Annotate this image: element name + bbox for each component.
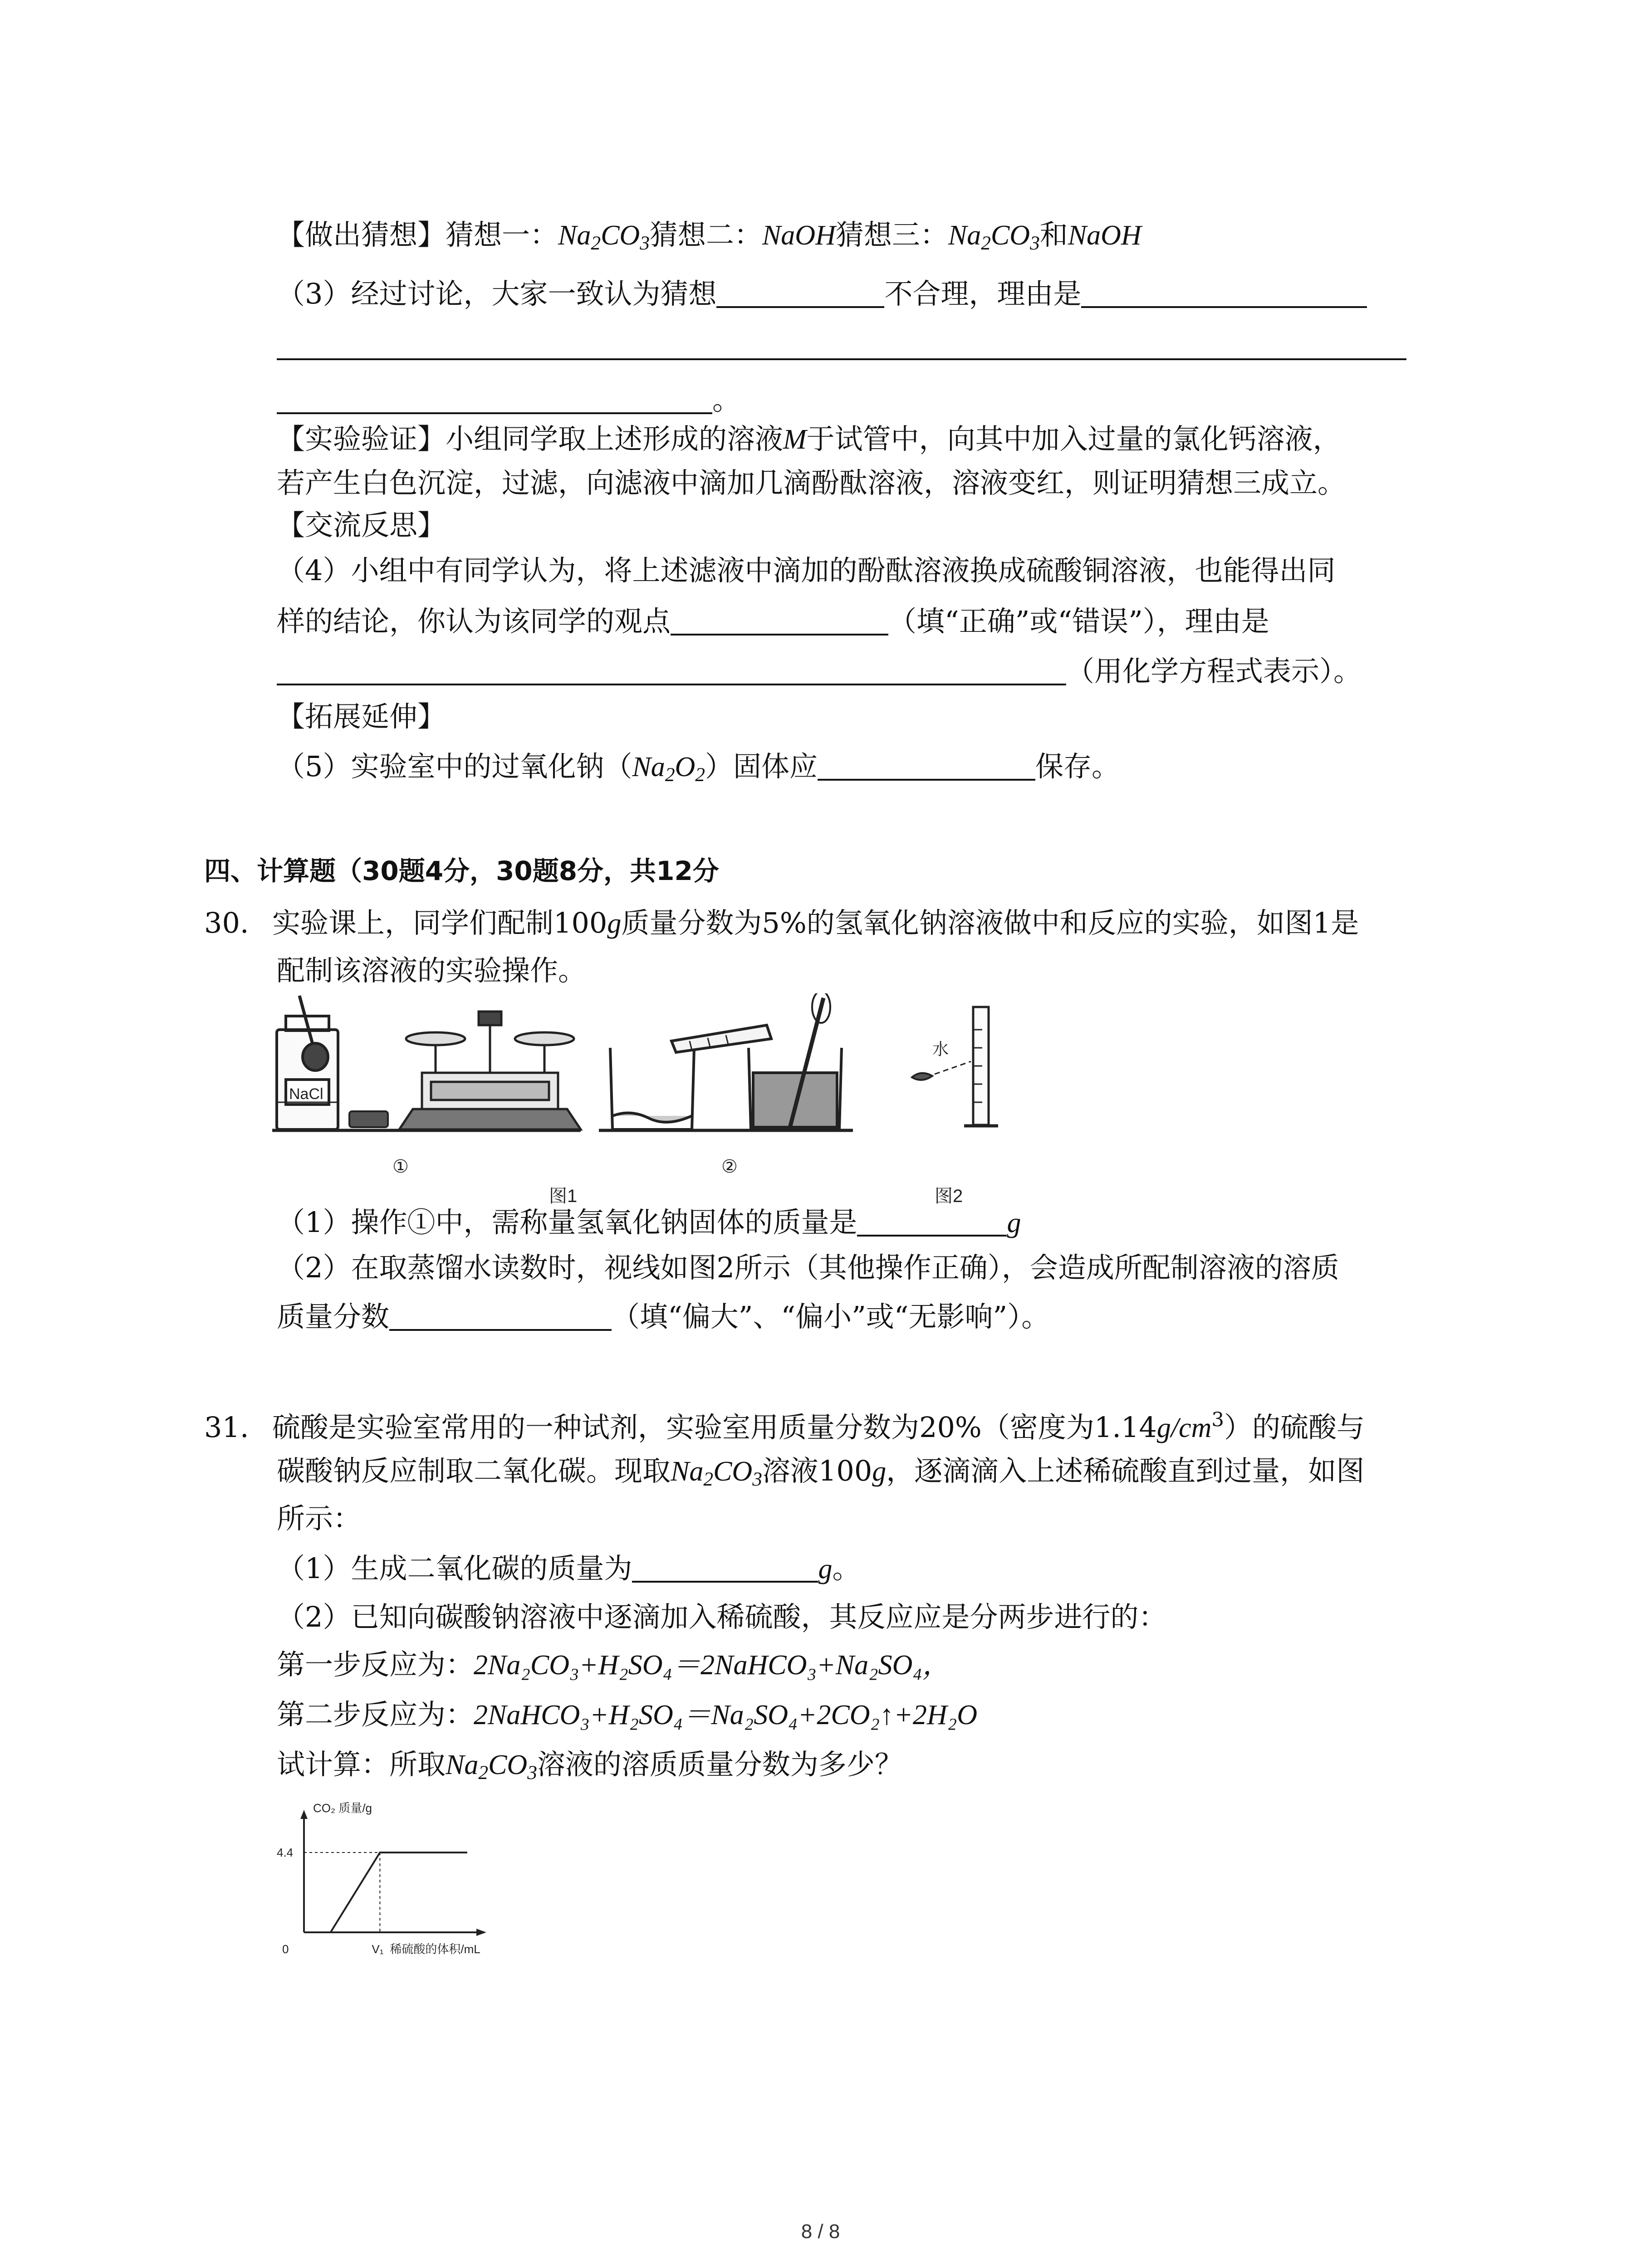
figure-2-caption: 图2 <box>935 1186 963 1206</box>
lab-figure <box>272 993 1089 1207</box>
q30-part-1: （1）操作①中，需称量氢氧化钠固体的质量是 g <box>277 1206 1021 1239</box>
section-4-heading: 四、计算题（30题4分，30题8分，共12分 <box>204 855 719 886</box>
water-label: 水 <box>932 1040 949 1058</box>
chart-y-axis-label: CO₂ 质量/g <box>313 1801 372 1815</box>
figure-1-caption: 图1 <box>549 1186 578 1206</box>
q31-part-1: （1）生成二氧化碳的质量为 g。 <box>277 1552 861 1585</box>
q30-part-2-line-1: （2）在取蒸馏水读数时，视线如图2所示（其他操作正确），会造成所配制溶液的溶质 <box>277 1251 1339 1284</box>
reflect-line-3: （用化学方程式表示）。 <box>277 653 1362 689</box>
co2-chart <box>272 1796 544 1973</box>
weigh-paper <box>349 1111 388 1127</box>
reflect-line-2: 样的结论，你认为该同学的观点 （填“正确”或“错误”），理由是 <box>277 605 1269 638</box>
q30-line-2: 配制该溶液的实验操作。 <box>277 954 587 987</box>
beaker-pouring <box>610 1025 771 1129</box>
q31-step-2: 第二步反应为：2NaHCO₃+H₂SO₄＝Na₂SO₄+2CO₂↑+2H₂O <box>277 1698 978 1731</box>
page-number: 8 / 8 <box>801 2220 840 2243</box>
q31-ask: 试计算：所取$Na_2CO_3$溶液的溶质质量分数为多少？ <box>277 1748 903 1784</box>
chart-y-arrow <box>300 1810 308 1819</box>
q31-line-2: 碳酸钠反应制取二氧化碳。现取$Na_2CO_3$溶液100g，逐滴滴入上述稀硫酸直到过量，如图 <box>277 1454 1365 1490</box>
extend-line: （5）实验室中的过氧化钠$(Na_2O_2)$固体应 保存。 <box>277 750 1120 786</box>
chart-x-axis-label: 稀硫酸的体积/mL <box>390 1942 480 1956</box>
answer-blank[interactable] <box>277 655 1066 685</box>
q30-line-1: 30. 实验课上，同学们配制100g质量分数为5%的氢氧化钠溶液做中和反应的实验，如图1是 <box>204 906 1359 939</box>
guess-line: 【做出猜想】猜想一：$Na_2CO_3$猜想二：NaOH猜想三：$Na_2CO_3$和NaOH <box>277 218 1141 254</box>
reflect-line-1: （4）小组中有同学认为，将上述滤液中滴加的酚酞溶液换成硫酸铜溶液，也能得出同 <box>277 554 1336 587</box>
answer-blank[interactable] <box>632 1552 818 1583</box>
answer-rule[interactable] <box>277 358 1406 360</box>
co2-series-line <box>331 1853 467 1932</box>
verify-line-2: 若产生白色沉淀，过滤，向滤液中滴加几滴酚酞溶液，溶液变红，则证明猜想三成立。 <box>277 466 1346 499</box>
verify-line-1: 【实验验证】小组同学取上述形成的溶液M于试管中，向其中加入过量的氯化钙溶液， <box>277 422 1341 455</box>
chart-x-tick-label: V₁ <box>372 1942 384 1956</box>
chart-y-tick-label: 4.4 <box>277 1846 294 1859</box>
reflect-title: 【交流反思】 <box>277 508 446 542</box>
beaker-stirring <box>749 993 842 1129</box>
answer-blank[interactable] <box>857 1206 1007 1237</box>
answer-blank[interactable] <box>671 605 888 635</box>
q30-part-2-line-2: 质量分数 （填“偏大”、“偏小”或“无影响”）。 <box>277 1300 1050 1333</box>
answer-blank[interactable] <box>818 750 1035 781</box>
q31-step-1: 第一步反应为：2Na₂CO₃+H₂SO₄＝2NaHCO₃+Na₂SO₄， <box>277 1648 950 1681</box>
operation-2-label: ② <box>721 1157 738 1177</box>
question-3-end: 。 <box>277 382 740 418</box>
operation-1-label: ① <box>392 1157 409 1177</box>
chart-origin-label: 0 <box>282 1942 289 1956</box>
reagent-bottle <box>277 996 338 1129</box>
answer-blank[interactable] <box>716 277 884 308</box>
question-3-line: （3）经过讨论，大家一致认为猜想 不合理，理由是 <box>277 276 1367 312</box>
q31-part-2: （2）已知向碳酸钠溶液中逐滴加入稀硫酸，其反应应是分两步进行的： <box>277 1600 1167 1633</box>
q31-line-1: 31. 硫酸是实验室常用的一种试剂，实验室用质量分数为20%（密度为$1.14g/cm^3$）的硫酸与 <box>204 1408 1365 1444</box>
q31-line-3: 所示： <box>277 1502 362 1535</box>
chart-x-arrow <box>476 1929 486 1936</box>
nacl-label: NaCl <box>289 1085 323 1103</box>
answer-blank[interactable] <box>277 383 712 414</box>
extend-title: 【拓展延伸】 <box>277 700 446 733</box>
eye-icon <box>912 1061 971 1080</box>
answer-blank[interactable] <box>389 1300 612 1331</box>
measuring-cylinder <box>964 1007 998 1126</box>
answer-blank[interactable] <box>1081 277 1367 308</box>
balance <box>399 1012 581 1129</box>
